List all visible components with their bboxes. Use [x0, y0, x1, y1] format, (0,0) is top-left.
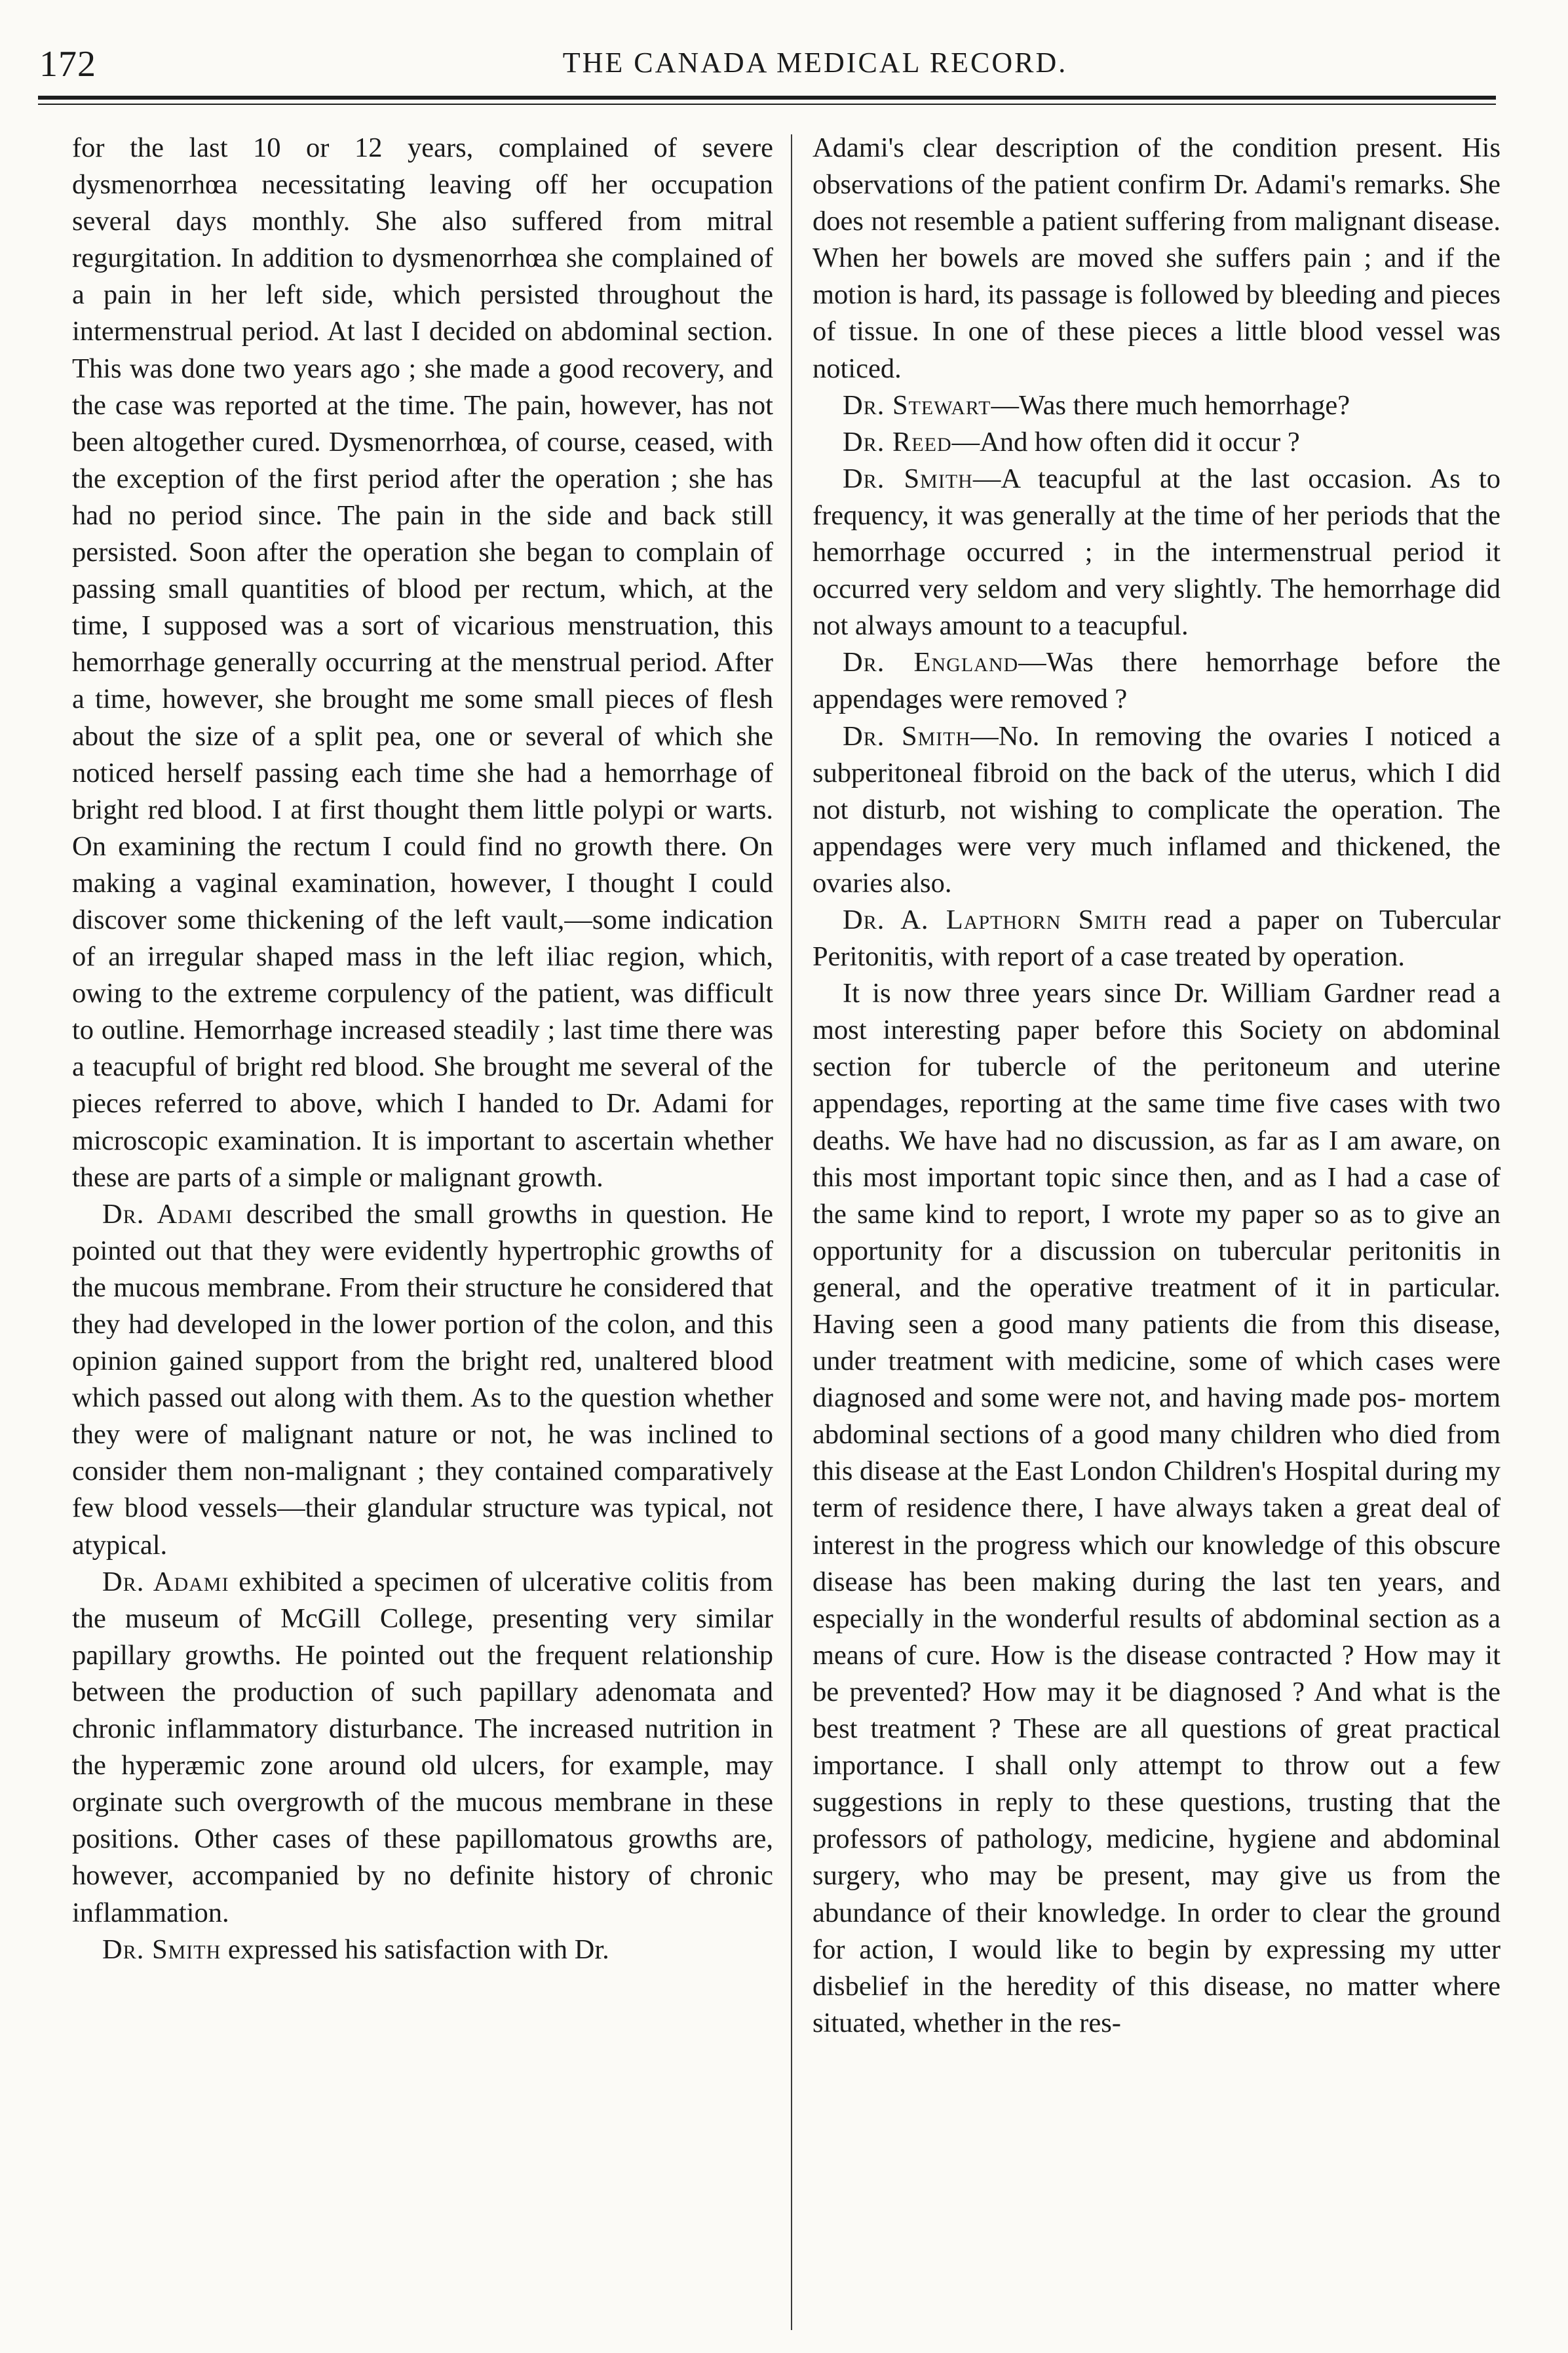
paragraph	[813, 902, 1501, 975]
paragraph	[813, 461, 1501, 644]
paragraph	[813, 718, 1501, 902]
speaker-name: Dr. Smith	[102, 1934, 221, 1965]
paragraph-text: for the last 10 or 12 years, complained of severe dysmenorrhœa necessitating leaving off her occupation several days monthly. She also suffered from mitral regurgitation. In addition to dysmenorrhœa she complained of a pain in her left side, which persisted throughout the intermenstrual period. At last I decided on abdominal section. This was done two years ago ; she made a good recovery, and the case was reported at the time. The pain, however, has not been altogether cured. Dysmenorrhœa, of course, ceased, with the exception of the first period after the operation ; she has had no period since. The pain in the side and back still persisted. Soon after the operation she began to complain of passing small quantities of blood per rectum, which, at the time, I supposed was a sort of vicarious menstruation, this hemorrhage generally occurring at the menstrual period. After a time, however, she brought me some small pieces of flesh about the size of a split pea, one or several of which she noticed herself passing each time she had a hemorrhage of bright red blood. I at first thought them little polypi or warts. On examining the rectum I could find no growth there. On making a vaginal examination, however, I thought I could discover some thickening of the left vault,—some indication of an irregular shaped mass in the left iliac region, which, owing to the extreme corpulency of the patient, was difficult to outline. Hemorrhage increased steadily ; last time there was a teacupful of bright red blood. She brought me several of the pieces referred to above, which I handed to Dr. Adami for microscopic examination. It is important to ascertain whether these are parts of a simple or malignant growth.	[72, 132, 773, 1193]
speaker-name: Dr. Smith	[843, 720, 971, 752]
paragraph-text: —Was there much hemorrhage?	[991, 389, 1350, 421]
speaker-name: Dr. Adami	[102, 1198, 233, 1230]
speaker-name: Dr. England	[843, 647, 1019, 678]
right-column	[813, 130, 1501, 2042]
paragraph-text: Adami's clear description of the condition present. His observations of the patient confirm Dr. Adami's remarks. She does not resemble a patient suffering from malignant disease. When her bowels are moved she suffers pain ; and if the motion is hard, its passage is followed by bleeding and pieces of tissue. In one of these pieces a little blood vessel was noticed.	[813, 132, 1501, 384]
paragraph	[72, 130, 773, 1196]
paragraph-text: expressed his satisfaction with Dr.	[221, 1934, 609, 1965]
speaker-name: Dr. Reed	[843, 426, 952, 457]
paragraph-text: —Was there hemorrhage before the appendages were removed ?	[813, 647, 1501, 715]
running-head	[39, 43, 1493, 96]
paragraph	[813, 387, 1501, 424]
paragraph	[72, 1564, 773, 1932]
column-divider	[791, 134, 792, 2330]
paragraph-text: —No. In removing the ovaries I noticed a subperitoneal fibroid on the back of the uterus, which I did not disturb, not wishing to complicate the operation. The appendages were very much inflamed and thickened, the ovaries also.	[813, 720, 1501, 899]
speaker-name: Dr. A. Lapthorn Smith	[843, 904, 1147, 935]
paragraph	[813, 424, 1501, 461]
paragraph	[72, 1196, 773, 1564]
paragraph-text: —And how often did it occur ?	[951, 426, 1300, 457]
paragraph	[813, 644, 1501, 718]
speaker-name: Dr. Stewart	[843, 389, 991, 421]
paragraph-text: read a paper on Tubercular Peritonitis, with report of a case treated by operation.	[813, 904, 1501, 973]
header-rule-thick	[38, 96, 1496, 100]
paragraph-text: described the small growths in question. He pointed out that they were evidently hypertrophic growths of the mucous membrane. From their structure he considered that they had developed in the lower portion of the colon, and this opinion gained support from the bright red, unaltered blood which passed out along with them. As to the question whether they were of malignant nature or not, he was inclined to consider them non-malignant ; they contained comparatively few blood vessels—their glandular structure was typical, not atypical.	[72, 1198, 774, 1561]
paragraph-text: exhibited a specimen of ulcerative colitis from the museum of McGill College, presenting very similar papillary growths. He pointed out the frequent relationship between the production of such papillary adenomata and chronic inflammatory disturbance. The increased nutrition in the hyperæmic zone around old ulcers, for example, may orginate such overgrowth of the mucous membrane in these positions. Other cases of these papillomatous growths are, however, accompanied by no definite history of chronic inflammation.	[72, 1566, 773, 1928]
journal-title: THE CANADA MEDICAL RECORD.	[562, 47, 1068, 79]
paragraph-text: —A teacupful at the last occasion. As to frequency, it was generally at the time of her periods that the hemorrhage occurred ; in the intermenstrual period it occurred very seldom and very slightly. The hemorrhage did not always amount to a teacupful.	[813, 463, 1501, 642]
paragraph-text: It is now three years since Dr. William Gardner read a most interesting paper before this Society on abdominal section for tubercle of the peritoneum and uterine appendages, reporting at the same time five cases with two deaths. We have had no discussion, as far as I am aware, on this most important topic since then, and as I had a case of the same kind to report, I wrote my paper so as to give an opportunity for a discussion on tubercular peritonitis in general, and the operative treatment of it in particular. Having seen a good many patients die from this disease, under treatment with medicine, some of which cases were diagnosed and some were not, and having made pos- mortem abdominal sections of a good many children who died from this disease at the East London Children's Hospital during my term of residence there, I have always taken a great deal of interest in the progress which our knowledge of this obscure disease has been making during the last ten years, and especially in the wonderful results of abdominal section as a means of cure. How is the disease contracted ? How may it be prevented? How may it be diagnosed ? And what is the best treatment ? These are all questions of great practical importance. I shall only attempt to throw out a few suggestions in reply to these questions, trusting that the professors of pathology, medicine, hygiene and abdominal surgery, who may be present, may give us from the abundance of their knowledge. In order to clear the ground for action, I would like to begin by expressing my utter disbelief in the heredity of this disease, no matter where situated, whether in the res-	[813, 978, 1501, 2038]
header-rule-thin	[38, 104, 1496, 105]
paragraph	[813, 975, 1501, 2042]
left-column	[72, 130, 773, 1968]
speaker-name: Dr. Adami	[102, 1566, 229, 1597]
paragraph	[813, 130, 1501, 387]
speaker-name: Dr. Smith	[843, 463, 973, 494]
page-number: 172	[39, 44, 96, 85]
paragraph	[72, 1932, 773, 1968]
